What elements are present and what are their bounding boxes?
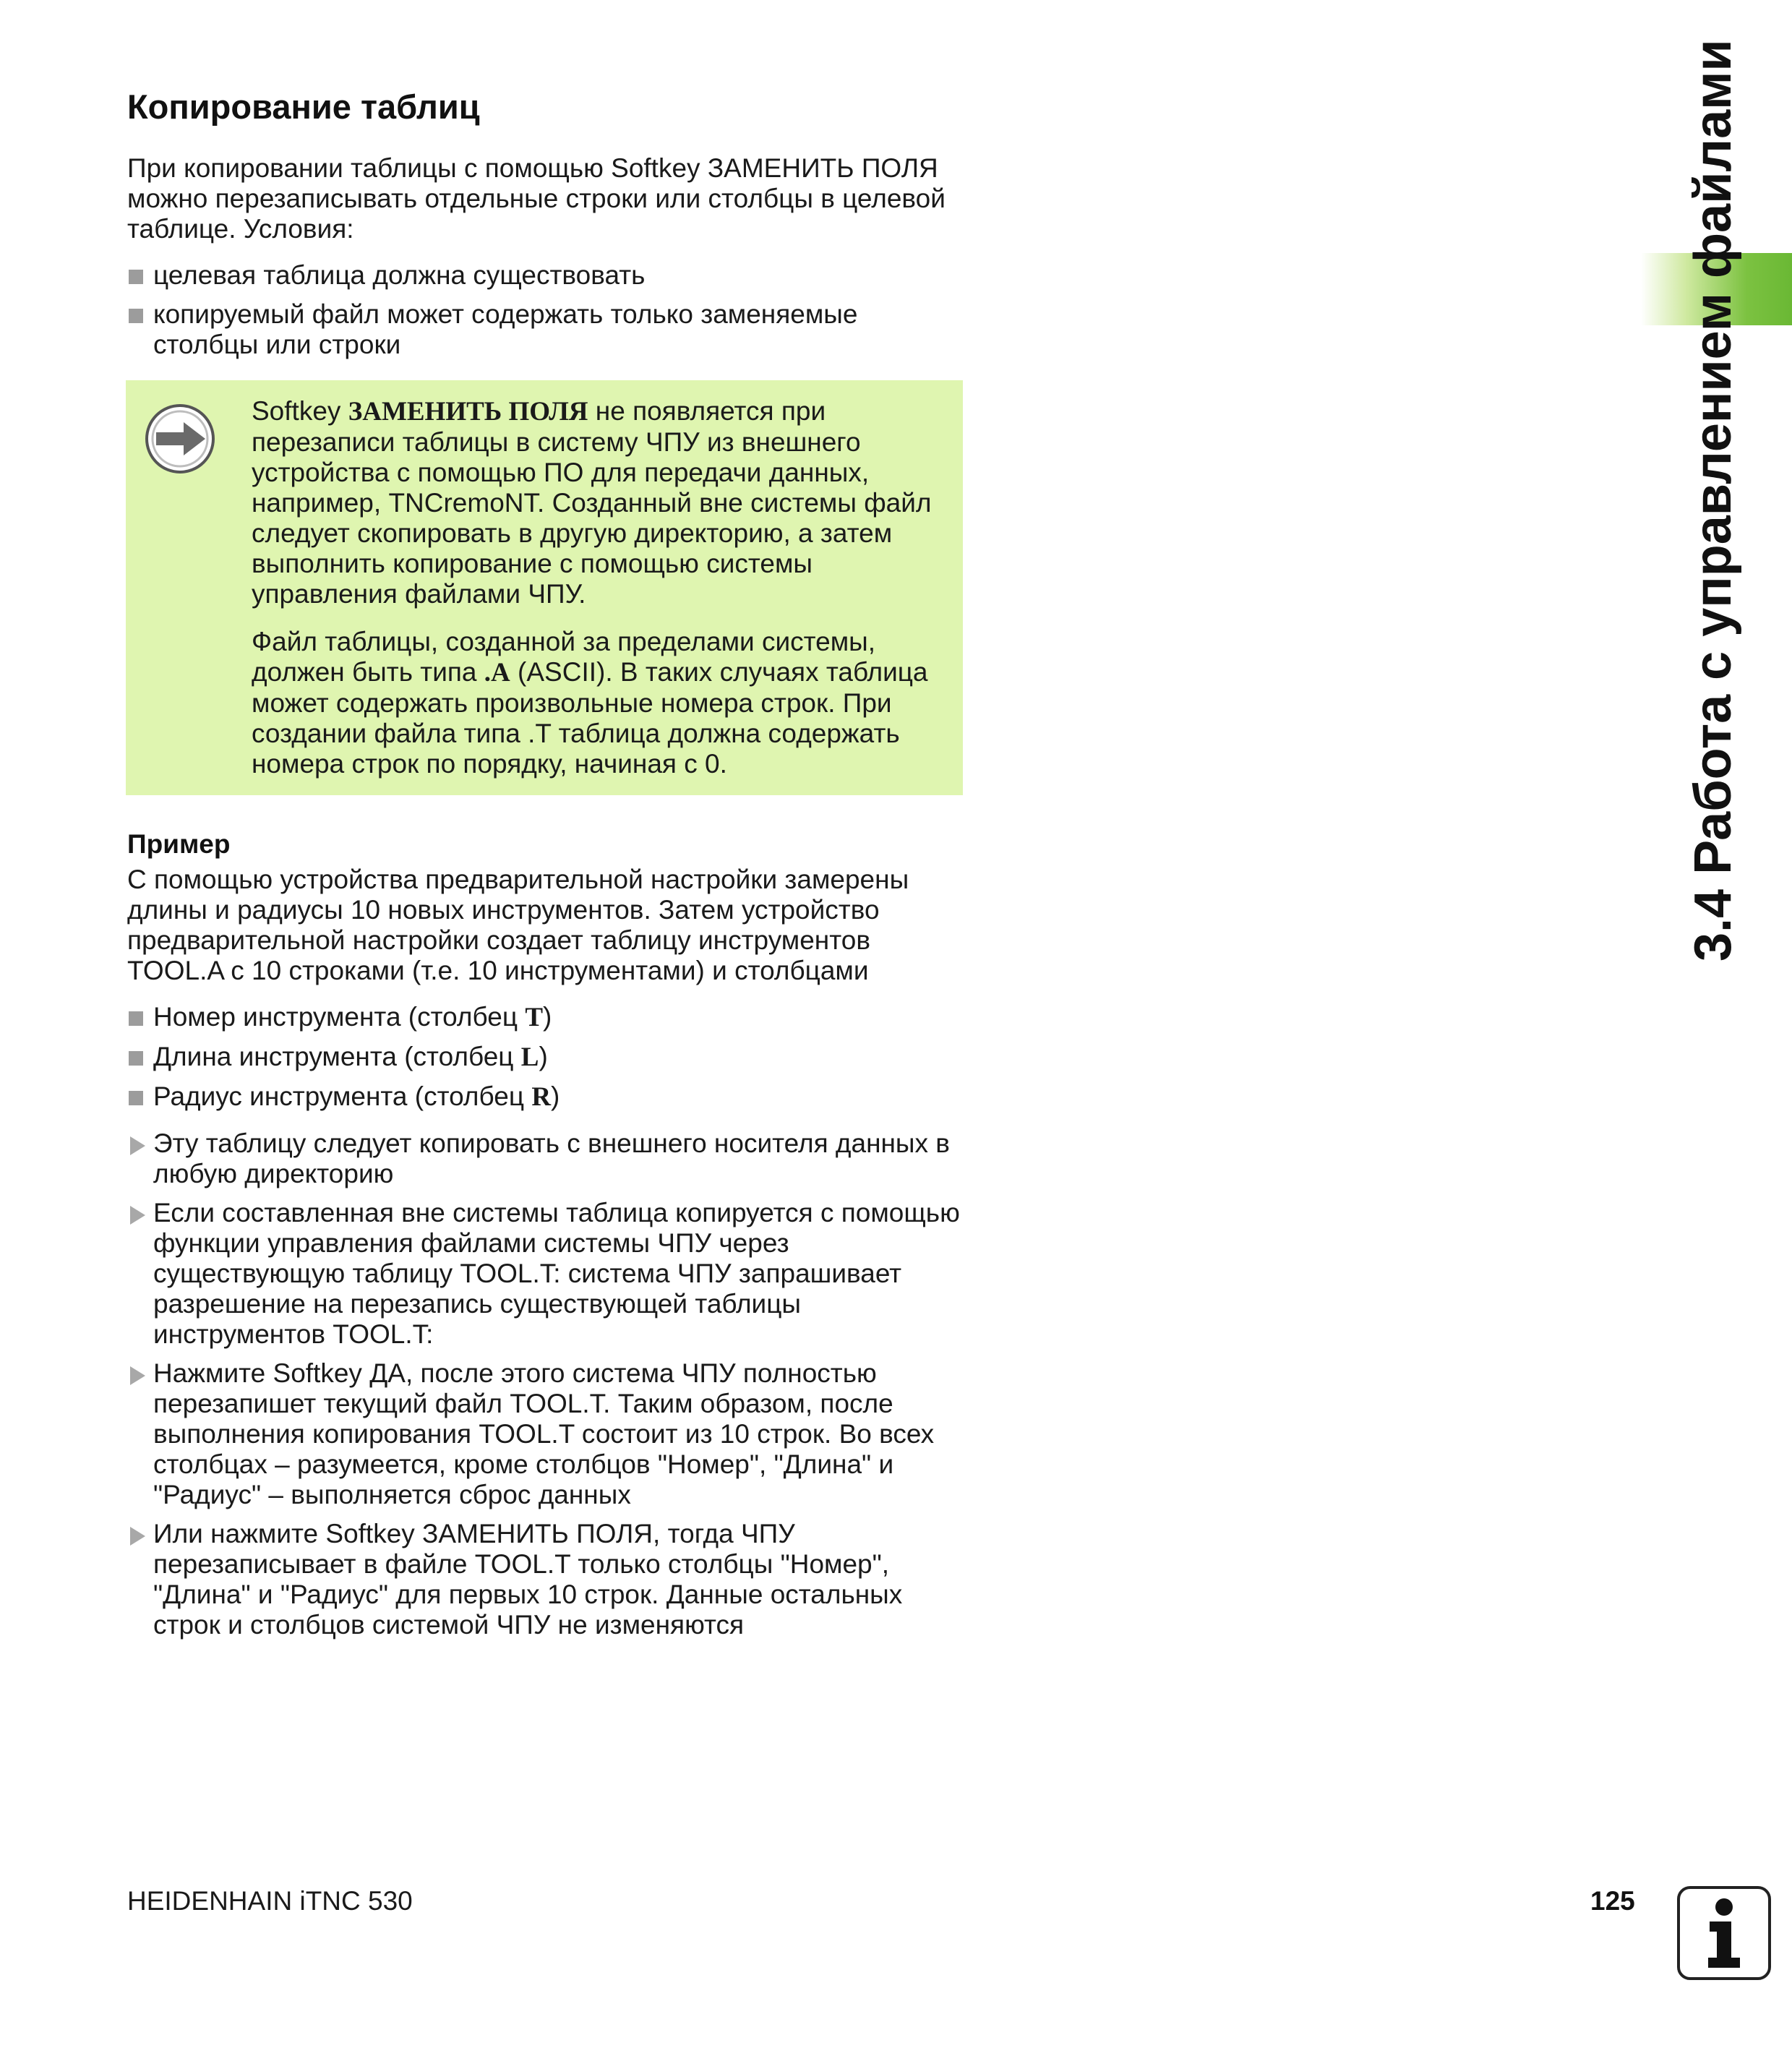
main-content xyxy=(127,85,966,1649)
note-paragraph-1: Softkey ЗАМЕНИТЬ ПОЛЯ не появляется при перезаписи таблицы в систему ЧПУ из внешнего устройства с помощью ПО для передачи данных, например, TNCremoNT. Созданный вне системы файл следует скопировать в другую директорию, а затем выполнить копирование с помощью системы управления файлами ЧПУ. xyxy=(252,396,932,609)
note-paragraph-2: Файл таблицы, созданной за пределами системы, должен быть типа .A (ASCII). В таких случаях таблица может содержать произвольные номера строк. При создании файла типа .T таблица должна содержать номера строк по порядку, начиная с 0. xyxy=(252,627,928,779)
columns-list xyxy=(127,1002,966,1113)
list-item: Эту таблицу следует копировать с внешнего носителя данных в любую директорию xyxy=(127,1128,966,1189)
example-paragraph: С помощью устройства предварительной настройки замерены длины и радиусы 10 новых инструментов. Затем устройство предварительной настройки создает таблицу инструментов TOOL.A с 10 строками (т.е. 10 инструментами) и столбцами xyxy=(127,865,909,985)
square-bullet-icon xyxy=(129,309,143,323)
list-item: целевая таблица должна существовать xyxy=(127,260,966,291)
conditions-list xyxy=(127,260,966,360)
triangle-bullet-icon xyxy=(130,1206,145,1225)
triangle-bullet-icon xyxy=(130,1527,145,1546)
list-item: Длина инструмента (столбец L) xyxy=(127,1042,966,1073)
square-bullet-icon xyxy=(129,1011,143,1026)
triangle-bullet-icon xyxy=(130,1366,145,1385)
page-number: 125 xyxy=(1590,1886,1635,1916)
footer-product: HEIDENHAIN iTNC 530 xyxy=(127,1886,413,1916)
square-bullet-icon xyxy=(129,270,143,284)
square-bullet-icon xyxy=(129,1091,143,1105)
chapter-side-title: 3.4 Работа с управлением файлами xyxy=(1684,39,1742,961)
list-item: Если составленная вне системы таблица копируется с помощью функции управления файлами системы ЧПУ через существующую таблицу TOOL.T: система ЧПУ запрашивает разрешение на перезапись существующей таблицы инструментов TOOL.T: xyxy=(127,1198,966,1350)
softkey-name: ЗАМЕНИТЬ ПОЛЯ xyxy=(348,397,588,427)
intro-paragraph: При копировании таблицы с помощью Softkey ЗАМЕНИТЬ ПОЛЯ можно перезаписывать отдельные строки или столбцы в целевой таблице. Условия: xyxy=(127,153,946,244)
page-heading: Копирование таблиц xyxy=(127,87,480,126)
square-bullet-icon xyxy=(129,1051,143,1066)
list-item: копируемый файл может содержать только заменяемые столбцы или строки xyxy=(127,299,966,360)
list-item: Номер инструмента (столбец T) xyxy=(127,1002,966,1033)
triangle-bullet-icon xyxy=(130,1136,145,1155)
note-box xyxy=(126,380,963,795)
list-item: Нажмите Softkey ДА, после этого система ЧПУ полностью перезапишет текущий файл TOOL.T. Таким образом, после выполнения копирования TOOL.T состоит из 10 строк. Во всех столбцах – разумеется, кроме столбцов "Номер", "Длина" и "Радиус" – выполняется сброс данных xyxy=(127,1358,966,1510)
steps-list xyxy=(127,1128,966,1640)
file-type-code: .A xyxy=(484,658,510,687)
example-heading: Пример xyxy=(127,829,231,859)
info-icon xyxy=(1676,1885,1772,1981)
list-item: Или нажмите Softkey ЗАМЕНИТЬ ПОЛЯ, тогда ЧПУ перезаписывает в файле TOOL.T только столбцы "Номер", "Длина" и "Радиус" для первых 10 строк. Данные остальных строк и столбцов системой ЧПУ не изменяются xyxy=(127,1519,966,1640)
arrow-right-circle-icon xyxy=(143,402,217,476)
list-item: Радиус инструмента (столбец R) xyxy=(127,1081,966,1113)
